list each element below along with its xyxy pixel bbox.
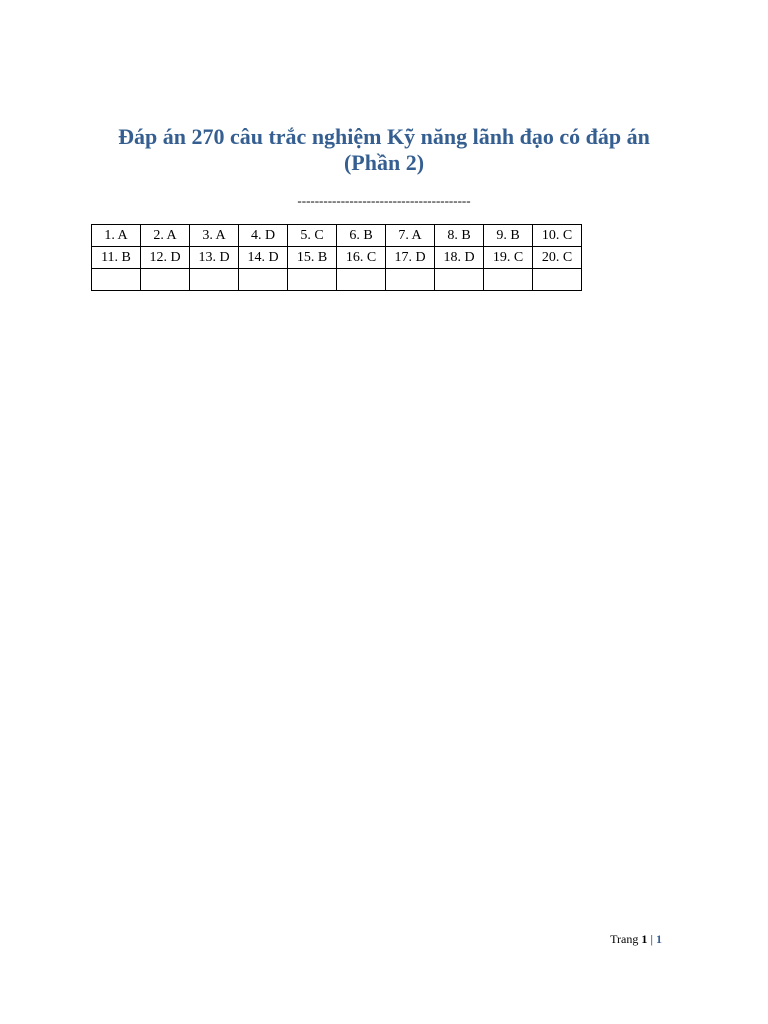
page-title-line-2: (Phần 2) bbox=[343, 150, 425, 175]
table-row bbox=[92, 225, 582, 247]
table-cell bbox=[386, 269, 435, 291]
table-cell: 16. C bbox=[337, 247, 386, 269]
answer-table bbox=[91, 224, 582, 291]
table-cell: 4. D bbox=[239, 225, 288, 247]
table-cell bbox=[239, 269, 288, 291]
separator-line: ---------------------------------------- bbox=[297, 193, 471, 208]
table-cell bbox=[92, 269, 141, 291]
table-cell: 5. C bbox=[288, 225, 337, 247]
table-cell bbox=[141, 269, 190, 291]
table-cell: 13. D bbox=[190, 247, 239, 269]
table-cell: 1. A bbox=[92, 225, 141, 247]
footer-page-label: Trang bbox=[610, 932, 639, 946]
footer-page-total: 1 bbox=[656, 932, 662, 946]
table-cell bbox=[533, 269, 582, 291]
table-cell: 17. D bbox=[386, 247, 435, 269]
table-cell: 15. B bbox=[288, 247, 337, 269]
page-title bbox=[90, 124, 678, 176]
footer-separator: | bbox=[650, 932, 653, 946]
table-cell: 8. B bbox=[435, 225, 484, 247]
table-cell: 10. C bbox=[533, 225, 582, 247]
table-cell bbox=[435, 269, 484, 291]
table-cell: 20. C bbox=[533, 247, 582, 269]
table-cell bbox=[288, 269, 337, 291]
table-cell: 12. D bbox=[141, 247, 190, 269]
table-cell: 14. D bbox=[239, 247, 288, 269]
table-cell: 3. A bbox=[190, 225, 239, 247]
table-cell: 9. B bbox=[484, 225, 533, 247]
table-cell bbox=[190, 269, 239, 291]
page-footer bbox=[610, 932, 662, 946]
footer-page-number: 1 bbox=[641, 932, 648, 946]
table-cell bbox=[484, 269, 533, 291]
table-cell: 19. C bbox=[484, 247, 533, 269]
table-row bbox=[92, 269, 582, 291]
table-cell: 11. B bbox=[92, 247, 141, 269]
table-cell: 6. B bbox=[337, 225, 386, 247]
table-cell: 2. A bbox=[141, 225, 190, 247]
table-row bbox=[92, 247, 582, 269]
table-cell: 7. A bbox=[386, 225, 435, 247]
page-title-line-1: Đáp án 270 câu trắc nghiệm Kỹ năng lãnh đạo có đáp án bbox=[118, 124, 650, 149]
table-cell: 18. D bbox=[435, 247, 484, 269]
table-cell bbox=[337, 269, 386, 291]
